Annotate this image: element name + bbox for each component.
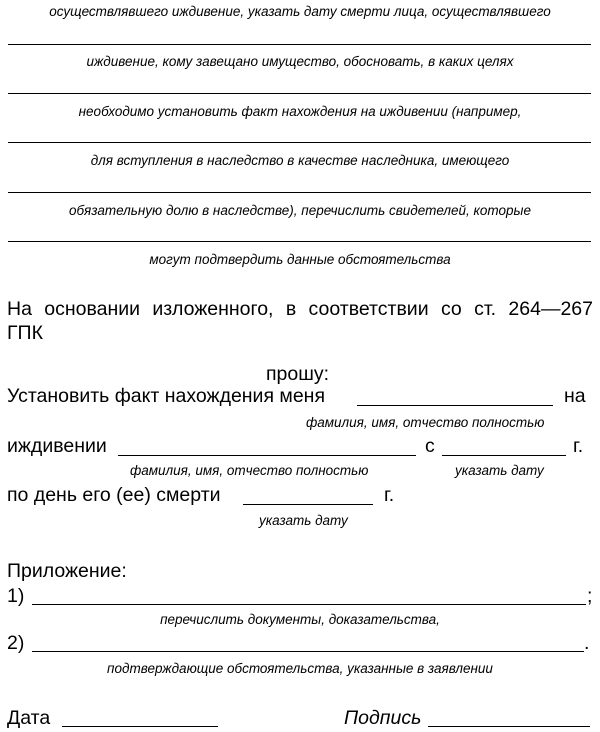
signature-label: Подпись: [344, 707, 422, 729]
basis-line-2: ГПК: [7, 322, 43, 344]
attachment-1-field[interactable]: [32, 604, 586, 605]
request-heading: прошу:: [266, 363, 330, 385]
establish-fact-text: Установить факт нахождения меня: [7, 385, 326, 407]
attachment-2-end: .: [584, 632, 590, 654]
guidance-line-1: осуществлявшего иждивение, указать дату смерти лица, осуществлявшего: [49, 4, 551, 19]
year-mark-2: г.: [384, 484, 395, 506]
hint-date: указать дату: [455, 463, 544, 478]
hint-provider-name: фамилия, имя, отчество полностью: [130, 463, 369, 478]
applicant-name-field[interactable]: [357, 405, 553, 406]
fill-line: [8, 93, 591, 94]
year-mark: г.: [573, 435, 584, 457]
attachment-2-field[interactable]: [32, 651, 584, 652]
attachments-heading: Приложение:: [7, 560, 127, 582]
until-death-text: по день его (ее) смерти: [7, 484, 221, 506]
date-field[interactable]: [62, 726, 218, 727]
attachment-2-hint: подтверждающие обстоятельства, указанные в заявлении: [107, 661, 493, 676]
provider-name-field[interactable]: [118, 455, 416, 456]
attachment-1-hint: перечислить документы, доказательства,: [160, 612, 440, 627]
fill-line: [8, 192, 591, 193]
dependency-text: иждивении: [7, 435, 107, 457]
attachment-1-number: 1): [7, 585, 25, 607]
start-date-field[interactable]: [442, 455, 566, 456]
hint-death-date: указать дату: [259, 513, 348, 528]
guidance-line-3: необходимо установить факт нахождения на иждивении (например,: [78, 104, 522, 119]
guidance-line-6: могут подтвердить данные обстоятельства: [149, 252, 451, 267]
fill-line: [8, 142, 591, 143]
basis-line-1: На основании изложенного, в соответствии со ст. 264—267: [7, 298, 593, 320]
guidance-line-2: иждивение, кому завещано имущество, обосновать, в каких целях: [86, 54, 514, 69]
fill-line: [8, 241, 591, 242]
date-label: Дата: [7, 707, 51, 729]
hint-applicant-name: фамилия, имя, отчество полностью: [306, 415, 545, 430]
signature-field[interactable]: [428, 726, 590, 727]
fill-line: [8, 44, 591, 45]
guidance-line-4: для вступления в наследство в качестве наследника, имеющего: [90, 153, 510, 168]
since-text: с: [425, 435, 435, 457]
attachment-2-number: 2): [7, 632, 25, 654]
death-date-field[interactable]: [243, 504, 373, 505]
guidance-line-5: обязательную долю в наследстве), перечислить свидетелей, которые: [69, 203, 531, 218]
attachment-1-end: ;: [587, 585, 593, 607]
on-text: на: [564, 385, 586, 407]
